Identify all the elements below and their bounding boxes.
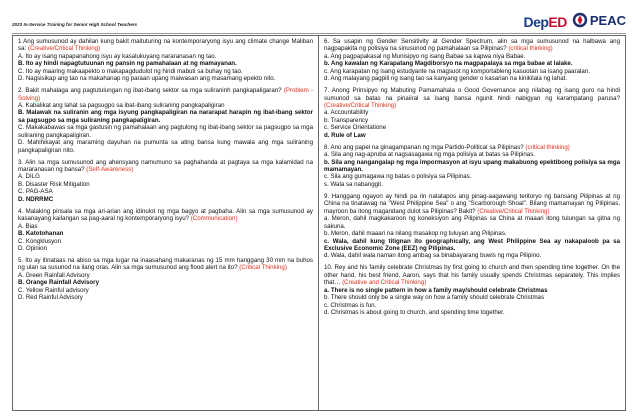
answer-option: B. Disaster Risk Mitigation — [18, 180, 90, 188]
answer-option: A. Green Rainfall Advisory — [18, 271, 90, 279]
page-header-title: 2023 In-Service Training for Senior High School Teachers — [12, 22, 138, 27]
header-logos — [523, 9, 626, 31]
answer-option: D. Red Rainful Advisory — [18, 294, 83, 302]
answer-option-correct: B. Katotohanan — [18, 230, 64, 238]
answer-option: b. There should only be a single way on how a family should celebrate Christmas — [324, 294, 545, 302]
peac-emblem-icon — [572, 12, 588, 28]
answer-option-correct: a. There is no single pattern in how a family may/should celebrate Christmas — [324, 286, 548, 294]
answer-option-correct: D. NDRRMC — [18, 195, 54, 203]
question-stem — [324, 264, 620, 286]
answer-option: a. Meron, dahil magkakaroon ng koneksiyon ang Pilipinas sa China at maaari itong tulungan sa gitna ng sakuna. — [324, 215, 620, 230]
skill-tag: (critical thinking) — [508, 45, 553, 53]
skill-tag: (Self-Awareness) — [86, 166, 134, 174]
answer-option: A. Ito ay isang napapanahong isyu ay kasalukuyang nararanasan ng tao. — [18, 52, 217, 60]
answer-option: A. DILG — [18, 173, 40, 181]
question-block — [18, 257, 313, 302]
answer-option: b. Transparency — [324, 116, 369, 124]
answer-option: d. Christmas is about going to church, and spending time together. — [324, 308, 505, 316]
left-column — [13, 36, 319, 410]
skill-tag: (Communication) — [190, 215, 238, 223]
answer-option: A. Kabalikat ang lahat sa pagsugpo sa ibat-ibang suliraning pangkapaligiran — [18, 102, 225, 110]
answer-option: A. Bias — [18, 222, 38, 230]
answer-option-correct: B. Ito ay hindi napagtutuunan ng pansin ng pamahalaan at ng mamayanan. — [18, 60, 237, 68]
question-stem — [324, 87, 620, 109]
question-block — [324, 144, 620, 189]
question-block — [18, 159, 313, 204]
question-text: 5. Ito ay itinataas na abiso sa mga lugar na inaasahang makaranas ng 15 mm hanggang 30 mm na buhos ng ulan sa susunod na ilang oras. Alin sa mga sumusunod ang flood alert na ito? — [18, 256, 313, 272]
answer-option: C. Ito ay maaring makaapekto o makapagdudulot ng hindi mabuti sa buhay ng tao. — [18, 67, 243, 75]
header-divider — [12, 33, 626, 34]
skill-tag: (Problem -Solving) — [18, 87, 314, 102]
question-text: 2. Bakit mahalaga ang pagtutulungan ng ibat-ibang sektor sa mga suliraninh pangkapaligaran? — [18, 87, 284, 95]
answer-option: b. Meron, dahil maaari na nilang masakop ng tuluyan ang Pilipinas. — [324, 230, 507, 238]
skill-tag: (Creative/Critical Thinking) — [27, 45, 101, 53]
question-text: 10. Rey and his family celebrate Christmas by first going to church and then spending time together. On the other hand, his best friend, Aaron, says that his family usually spends Christmas separately. This implies that… — [324, 264, 620, 287]
answer-option: a. Accountability — [324, 109, 369, 117]
answer-option: a. Sila ang nag-aprubа at nagsasagawa ng mga polisiya at batas sa Pilipinas. — [324, 151, 535, 159]
question-block — [324, 193, 620, 260]
question-text: 3. Alin sa mga sumusunod ang ahensyang namumuno sa paghahanda at pagtaya sa mga kalamidad na mararanasan ng bansa? — [18, 158, 313, 174]
questions-table — [12, 35, 626, 411]
answer-option: C. Makakabawas sa mga gastusin ng pamahalaan ang pagtulong ng ibat-ibang sektor sa pagsugpo sa mga suliraning pangkapaligiran. — [18, 124, 313, 139]
answer-option: D. Mahihikayat ang maraming dayuhan na pumunta sa ating bansa kung mawala ang mga suliraning pangkapaligiran nito. — [18, 139, 313, 154]
answer-option: d. Wala, dahil wala naman itong ambag sa binabayarang buwis ng mga Pilipino. — [324, 252, 542, 260]
answer-option: C. Kongklusyon — [18, 237, 62, 245]
question-stem — [18, 38, 313, 53]
question-block — [18, 87, 313, 154]
question-stem — [18, 208, 313, 223]
skill-tag: (Critical Thinking) — [239, 264, 287, 272]
deped-logo-dep: Dep — [523, 14, 549, 30]
skill-tag: (Creative and Critical Thinking) — [342, 279, 427, 287]
answer-option: D. Opinion — [18, 244, 48, 252]
answer-option: d. Ang malayang pagpili ng isang tao sa kanyang gender o kasarian na kinikilala ng lahat. — [324, 75, 568, 83]
question-text: 7. Anong Prinsipyo ng Mabuting Pamamahala o Good Governance ang nilabag ng isang guro na hindi sumunod sa batas na pinaiiral sa isang bansa ngunit hindi nabigyan ng karampatang parusa? — [324, 87, 620, 102]
question-text: 4. Malaking pinsala sa mga ari-arian ang idinulot ng mga bagyo at pagbaha. Alin sa mga sumusunod ay kasanayang kailangan sa pag-aaral ng kontemporaryong isyu? — [18, 207, 313, 223]
right-column — [319, 36, 625, 410]
answer-option: c. Service Orientatione — [324, 124, 387, 132]
answer-option-correct: b. Sila ang nangangalap ng mga impormasyon at isyu upang makabuong epektibong polisiya sa mga mamamayan. — [324, 158, 620, 174]
answer-option: C. Yellow Rainful advisory — [18, 286, 89, 294]
question-stem — [324, 193, 620, 215]
question-stem — [18, 159, 313, 174]
peac-logo — [572, 12, 626, 28]
question-block — [18, 208, 313, 253]
skill-tag: (Creative/Critical Thinking) — [324, 102, 397, 110]
answer-option: s. Wala sa nabanggit. — [324, 180, 383, 188]
question-stem — [18, 87, 313, 102]
question-stem — [18, 257, 313, 272]
answer-option: C. PAG-ASA — [18, 188, 53, 196]
question-block — [324, 38, 620, 83]
answer-option-correct: B. Orange Rainfall Advisory — [18, 279, 99, 287]
question-block — [324, 87, 620, 139]
answer-option-correct: d. Rule of Law — [324, 131, 366, 139]
answer-option: c. Sila ang gumagawa ng batas o polisiya sa Pilipinas. — [324, 173, 472, 181]
peac-logo-text: PEAC — [589, 12, 626, 28]
answer-option-correct: b. Ang kawalan ng Karapatang Magdiborsyo na magpapalaya sa mga babae at lalake. — [324, 60, 573, 68]
question-block — [324, 264, 620, 316]
answer-option-correct: B. Malawak na suliranin ang mga isyung pangkapaligiran na nararapat harapin ng ibat-ibang sektor sa pagsugpo sa mga suliraning pangkapaligiran. — [18, 109, 313, 124]
deped-logo-ed: ED — [548, 14, 567, 30]
question-text: 9. Hanggang ngayon ay hindi pa rin natatapos ang pinag-aagawang teritoryo ng bansang Pilipinas at ng China na tinatawag na "West Philippine Sea" o ang "Scarborough Shoal". Bilang mamamayan ng Pilipinas, mayroon ba itong magandang dulot sa Pilipinas? Bakit? — [324, 192, 620, 215]
question-text: 1 Ang sumusunod ay dahilan kung bakit maituturing na kontemporaryong isyu ang climate change Maliban sa: — [18, 38, 313, 53]
deped-logo — [523, 10, 566, 30]
question-stem — [324, 38, 620, 53]
answer-option-correct: c. Wala, dahil kung titignan ito geographically, ang West Philippine Sea ay nakapaloob pa sa Exclusive Economic Zone (EEZ) ng Pilipinas. — [324, 237, 620, 252]
skill-tag: (critical thinking) — [525, 143, 570, 151]
question-text: 8. Ano ang papel na ginagampanan ng mga Partido-Political sa Pilipinas? — [324, 143, 526, 151]
answer-option: a. Ang pagpapakasal ng Munisipyo ng isang Babae sa kapwa niya Babae. — [324, 52, 526, 60]
answer-option: c. Christmas is fun. — [324, 301, 377, 309]
question-stem — [324, 144, 620, 151]
question-text: 6. Sa usapin ng Gender Sensitivity at Gender Spectrum, alin sa mga sumusunod na halbawa ang nagpapakita ng polisiya na sinusunod ng pamahalaan sa Pilipinas? — [324, 38, 620, 53]
question-block — [18, 38, 313, 83]
answer-option: D. Nagsisikap ang tao na makahanap ng paraan upang maiwasan ang masamang epekto nito. — [18, 75, 276, 83]
answer-option: c. Ang karapatan ng isang estudyante na magsuot ng komportableng kasuotan sa isang paaralan. — [324, 67, 590, 75]
skill-tag: (Creative/Critical Thinking) — [477, 207, 550, 215]
